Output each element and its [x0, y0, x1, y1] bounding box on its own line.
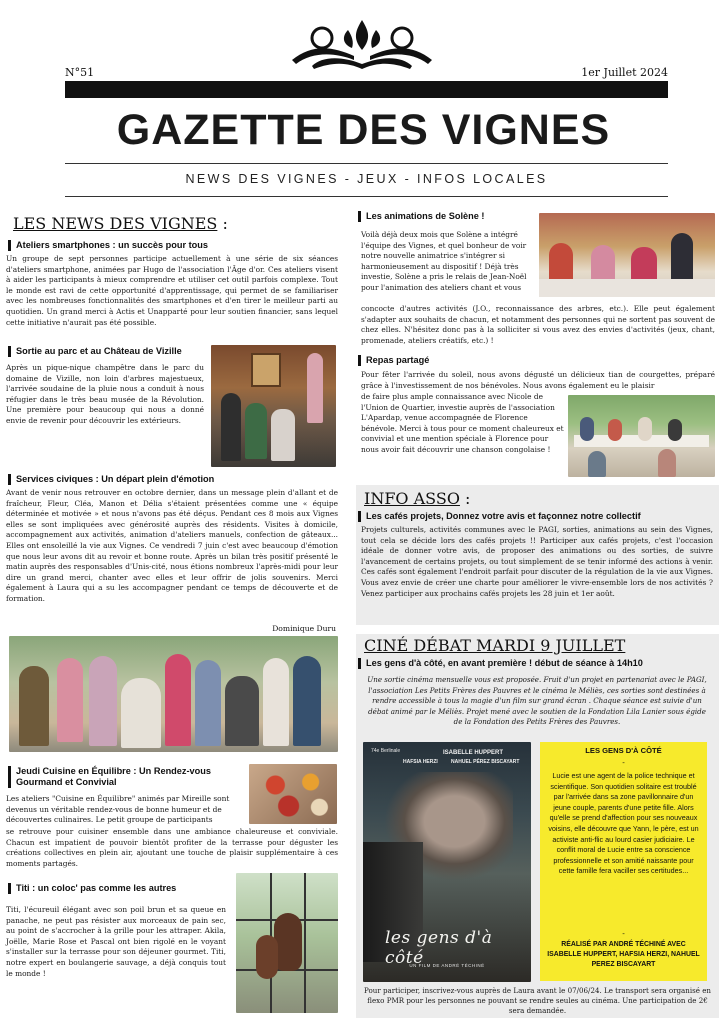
- poster-actor3: NAHUEL PÉREZ BISCAYART: [451, 759, 520, 765]
- services-title: Services civiques : Un départ plein d'émotion: [8, 474, 346, 485]
- animations-body-top: Voilà déjà deux mois que Solène a intégré l'équipe des Vignes, et quel bonheur de voir notre nouvelle animatrice s'intégrer si harmonieusement au dispositif ! Déjà très investie, Solène a pris le relais de Jean-Noël pour l'animation des ateliers chant et vous: [361, 230, 527, 292]
- cine-heading-text: CINÉ DÉBAT MARDI 9 JUILLET: [364, 636, 626, 655]
- news-section-heading: [13, 214, 228, 233]
- poster-actor1: ISABELLE HUPPERT: [443, 750, 504, 756]
- issue-number: N°51: [65, 66, 95, 79]
- repas-title: Repas partagé: [358, 355, 566, 366]
- ateliers-body: Un groupe de sept personnes participe actuellement à une série de six séances d'ateliers smartphone, animées par Hugo de l'association l'Âge d'or. Ces ateliers visent à aider les participants à mieux comprendre et utiliser cet outil parfois complexe. Tout le monde est ravi de cette opportunité d'apprentissage, qui permet de se familiariser avec les nombreuses fonctionnalités des smartphones et d'en tirer le meilleur parti au quotidien. Un grand merci à Actis et Unapparté pour leur soutien financier, sans lequel cette initiative n'aurait pas été possible.: [6, 254, 338, 327]
- news-heading-suffix: :: [217, 214, 228, 233]
- sortie-title: Sortie au parc et au Château de Vizille: [8, 346, 216, 357]
- cine-subtitle: Les gens d'à côté, en avant première ! début de séance à 14h10: [358, 658, 721, 669]
- synopsis-dash: -: [622, 758, 625, 767]
- animations-body-bottom: concocte d'autres activités (J.O., reconnaissance des arbres, etc.). Elle peut également s'adapter aux souhaits de chacun, et notamment des personnes qui ne sortent pas souvent de chez elles. N'hésitez donc pas à la solliciter si vous avez des envies d'activités (jeux, chant, promenade, ateliers créatifs, etc.) !: [361, 304, 715, 345]
- sortie-body: Après un pique-nique champêtre dans le parc du domaine de Vizille, non loin d'arbres majestueux, l'arrivée soudaine de la pluie nous a conduit à nous réfugier dans le très beau musée de la Révolution. Une première pour beaucoup qui nous a donné envie de revenir pour découvrir les extérieurs.: [6, 363, 204, 425]
- masthead-bar: [65, 81, 668, 98]
- synopsis-dash-2: -: [622, 929, 625, 938]
- poster-actor2: HAFSIA HERZI: [403, 759, 438, 765]
- cine-intro: Une sortie cinéma mensuelle vous est proposée. Fruit d'un projet en partenariat avec le PAGI, l'association Les Petits Frères des Pauvres et le cinéma le Méliès, ces sorties sont destinées à rendre accessible à tous la magie d'un film sur grand écran . Chaque séance est suivie d'un débat animé par le Méliès. Projet mené avec le soutien de la Fondation Lila Lanier sous égide de la Fondation des Petits Frères des Pauvres.: [367, 675, 707, 726]
- cine-footer: Pour participer, inscrivez-vous auprès de Laura avant le 07/06/24. Le transport sera organisé en flexo PMR pour les personnes ne pouvant se rendre seules au cinéma. Une participation de 2€ sera demandée.: [364, 986, 711, 1016]
- info-asso-heading-suffix: :: [459, 489, 471, 508]
- synopsis-title: LES GENS D'À CÔTÉ: [585, 746, 662, 755]
- vizille-group-photo: [211, 345, 336, 467]
- cuisine-title: Jeudi Cuisine en Équilibre : Un Rendez-vous Gourmand et Convivial: [8, 766, 238, 788]
- cuisine-body-top: Les ateliers "Cuisine en Équilibre" animés par Mireille sont devenus un véritable rendez-vous de bonne humeur et de découvertes culinaires. Le petit groupe de participants: [6, 794, 230, 825]
- tagline: NEWS DES VIGNES - JEUX - INFOS LOCALES: [185, 172, 548, 186]
- poster-director: UN FILM DE ANDRÉ TÉCHINÉ: [409, 963, 485, 968]
- info-asso-heading: [364, 489, 470, 508]
- movie-poster: [363, 742, 531, 982]
- repas-body-top: Pour fêter l'arrivée du soleil, nous avons dégusté un délicieux tian de courgettes, préparé grâce à l'investissement de nos bénévoles. Nous avons également eu le plaisir: [361, 370, 715, 390]
- info-asso-subtitle: Les cafés projets, Donnez votre avis et façonnez notre collectif: [358, 511, 721, 522]
- services-signature: Dominique Duru: [272, 624, 336, 633]
- ateliers-title: Ateliers smartphones : un succès pour tous: [8, 240, 346, 251]
- services-body: Avant de venir nous retrouver en octobre dernier, dans un message plein d'allant et de fraîcheur, Fleur, Cléa, Manon et Délia s'étaient présentées comme une « équipe déterminée et motivée » et nous n'avons pas été déçus. Pendant ces 8 mois aux Vignes elles se sont impliquées avec générosité auprès des résidents. Visites à domicile, accompagnement aux activités, animation d'ateliers manuels, confection de gâteaux... Elles ont ensoleillé la vie aux Vignes. Ce vendredi 7 juin c'est avec beaucoup d'émotion que nous leur avons dit au revoir et bonne route. Après un bilan très positif présenté le matin auprès des responsables d'Unis-cité, nous étions nombreux l'après-midi pour leur dire un grand merci, chanter avec elles et leur offrir de jolis souvenirs. Merci également à Laura qui a su les accompagner pendant ce temps de découverte et de formation.: [6, 488, 338, 603]
- info-asso-heading-text: INFO ASSO: [364, 489, 460, 508]
- ornament-icon: [282, 16, 442, 72]
- repas-body-bottom: de faire plus ample connaissance avec Nicole de l'Union de Quartier, investie auprès de l'association L'Apardap, venue accompagnée de Florence bénévole. Merci à tous pour ce moment chaleureux et convivial et une mention spéciale à Florence pour nous avoir fait découvrir une chanson congolaise !: [361, 392, 564, 454]
- issue-date: 1er Juillet 2024: [581, 66, 668, 79]
- info-asso-body: Projets culturels, activités communes avec le PAGI, sorties, animations au sein des Vignes, tout cela se décide lors des cafés projets !! Participer aux cafés projets, c'est l'occasion idéale de donner votre avis, de proposer des animations ou des sorties, de suivre l'avancement de certains projets, ou tout simplement de se tenir informé des actions à venir. Ces cafés sont également l'endroit parfait pour discuter de la régulation de la vie aux Vignes. Vous avez envie de créer une charte pour améliorer le vivre-ensemble lors de nos activités ? Venez participer aux prochains cafés projets les 28 juin et 1er août.: [361, 525, 713, 598]
- squirrel-photo: [236, 873, 338, 1013]
- synopsis-credits: RÉALISÉ PAR ANDRÉ TÉCHINÉ AVEC ISABELLE HUPPERT, HAFSIA HERZI, NAHUEL PEREZ BISCAYART: [547, 941, 700, 969]
- newspaper-title: GAZETTE DES VIGNES: [116, 106, 611, 154]
- titi-body: Titi, l'écureuil élégant avec son poil brun et sa queue en panache, ne peut pas résister aux morceaux de pain sec, au point de s'accrocher à la grille pour les attraper. Akila, Joëlle, Marie Rose et Pascal ont bien rigolé en le voyant s'installer sur la terrasse pour son déjeuner gourmet. Titi, notre expert en boulangerie sauvage, a déjà conquis tout le monde !: [6, 905, 226, 978]
- poster-film-title: les gens d'à côté: [385, 928, 493, 968]
- cuisine-body-bottom: se retrouve pour cuisiner ensemble dans une ambiance chaleureuse et conviviale. Chacun est impatient de pouvoir bientôt profiter de la terrasse pour déguster les créations collectives en plein air, ajoutant une touche de plaisir supplémentaire à ces moments partagés.: [6, 827, 338, 868]
- titi-title: Titi : un coloc' pas comme les autres: [8, 883, 236, 894]
- cuisine-dishes-photo: [249, 764, 337, 824]
- tagline-divider: [65, 196, 668, 197]
- services-group-photo: [9, 636, 338, 752]
- news-heading-text: LES NEWS DES VIGNES: [13, 214, 218, 233]
- poster-festival: 74e Berlinale: [371, 748, 401, 754]
- animations-title: Les animations de Solène !: [358, 211, 546, 222]
- repas-photo: [568, 395, 715, 477]
- cine-heading: [364, 636, 625, 655]
- title-divider: [65, 163, 668, 164]
- synopsis-text: Lucie est une agent de la police technique et scientifique. Son quotidien solitaire est troublé par l'arrivée dans sa zone pavillonnaire d'un jeune couple, parents d'une petite fille. Alors qu'elle se prend d'affection pour ses nouveaux voisins, elle découvre que Yann, le père, est un activiste anti-flic au lourd casier judiciaire. Le conflit moral de Lucie entre sa conscience professionnelle et son amitié naissante pour cette famille fera vaciller ses certitudes...: [548, 771, 699, 876]
- animations-photo: [539, 213, 715, 297]
